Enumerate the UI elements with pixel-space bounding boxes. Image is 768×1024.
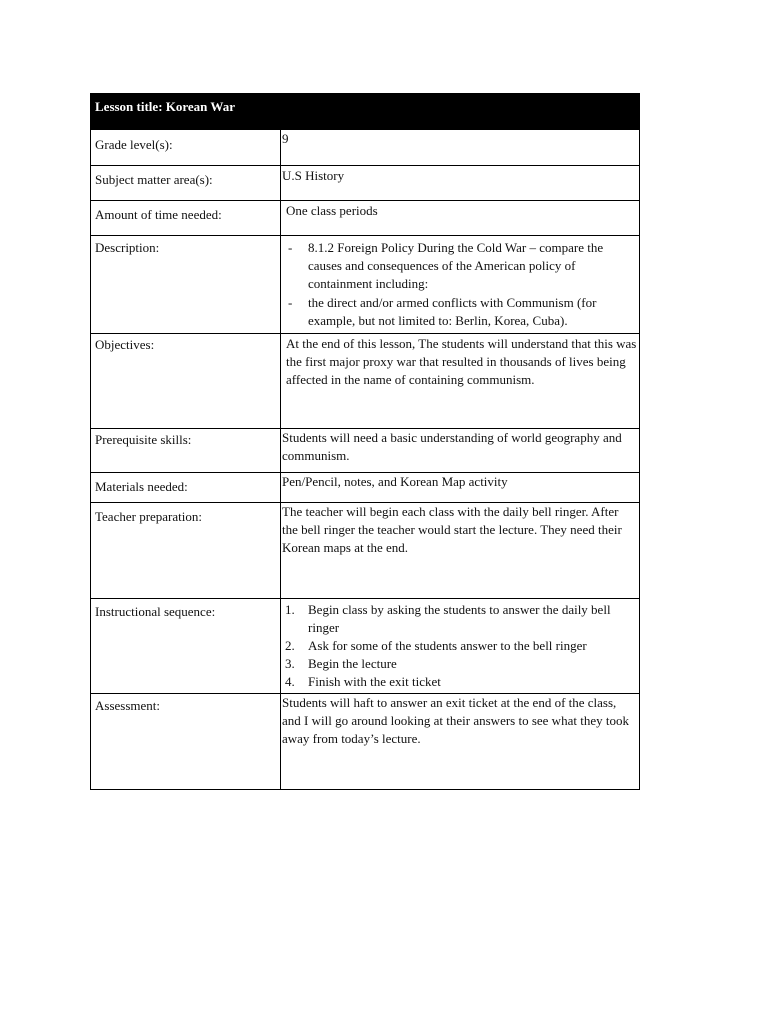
- list-item: 2. Ask for some of the students answer to the bell ringer: [285, 638, 587, 653]
- prereq-value: Students will need a basic understanding of world geography and communism.: [282, 430, 622, 463]
- table-row: [91, 599, 640, 694]
- lesson-plan-document: [90, 93, 640, 790]
- assessment-label: Assessment:: [95, 698, 160, 713]
- list-item: - the direct and/or armed conflicts with Communism (for example, but not limited to: Berlin, Korea, Cuba).: [288, 295, 597, 328]
- list-item: 3. Begin the lecture: [285, 656, 397, 671]
- materials-value: Pen/Pencil, notes, and Korean Map activity: [282, 474, 508, 489]
- prep-label: Teacher preparation:: [95, 509, 202, 524]
- lesson-plan-table: [90, 129, 640, 790]
- dash-bullet: -: [288, 240, 293, 255]
- list-item: 1. Begin class by asking the students to answer the daily bell ringer: [285, 602, 611, 635]
- description-list: [282, 236, 637, 330]
- table-row: [91, 166, 640, 201]
- objectives-value: At the end of this lesson, The students will understand that this was the first major proxy war that resulted in thousands of lives being affected in the name of containing communism.: [286, 336, 637, 387]
- table-row: [91, 503, 640, 599]
- list-item: 4. Finish with the exit ticket: [285, 674, 441, 689]
- lesson-title: Lesson title: Korean War: [90, 93, 640, 129]
- prep-value: The teacher will begin each class with the daily bell ringer. After the bell ringer the teacher would start the lecture. They need their Korean maps at the end.: [282, 504, 622, 555]
- subject-label: Subject matter area(s):: [95, 172, 213, 187]
- list-item: - 8.1.2 Foreign Policy During the Cold War – compare the causes and consequences of the American policy of containment including:: [288, 240, 604, 291]
- materials-label: Materials needed:: [95, 479, 188, 494]
- instructional-list: [282, 599, 637, 691]
- description-label: Description:: [95, 240, 160, 255]
- time-value: One class periods: [286, 203, 378, 218]
- assessment-value: Students will haft to answer an exit ticket at the end of the class, and I will go around looking at their answers to see what they took away from today’s lecture.: [282, 695, 629, 746]
- table-row: [91, 236, 640, 334]
- grade-value: 9: [282, 131, 289, 146]
- subject-value: U.S History: [282, 168, 345, 183]
- table-row: [91, 429, 640, 473]
- dash-bullet: -: [288, 295, 293, 310]
- table-row: [91, 473, 640, 503]
- table-row: [91, 201, 640, 236]
- prereq-label: Prerequisite skills:: [95, 432, 192, 447]
- grade-label: Grade level(s):: [95, 137, 173, 152]
- table-row: [91, 130, 640, 166]
- objectives-label: Objectives:: [95, 337, 155, 352]
- time-label: Amount of time needed:: [95, 207, 222, 222]
- table-row: [91, 334, 640, 429]
- table-row: [91, 694, 640, 790]
- instructional-label: Instructional sequence:: [95, 604, 216, 619]
